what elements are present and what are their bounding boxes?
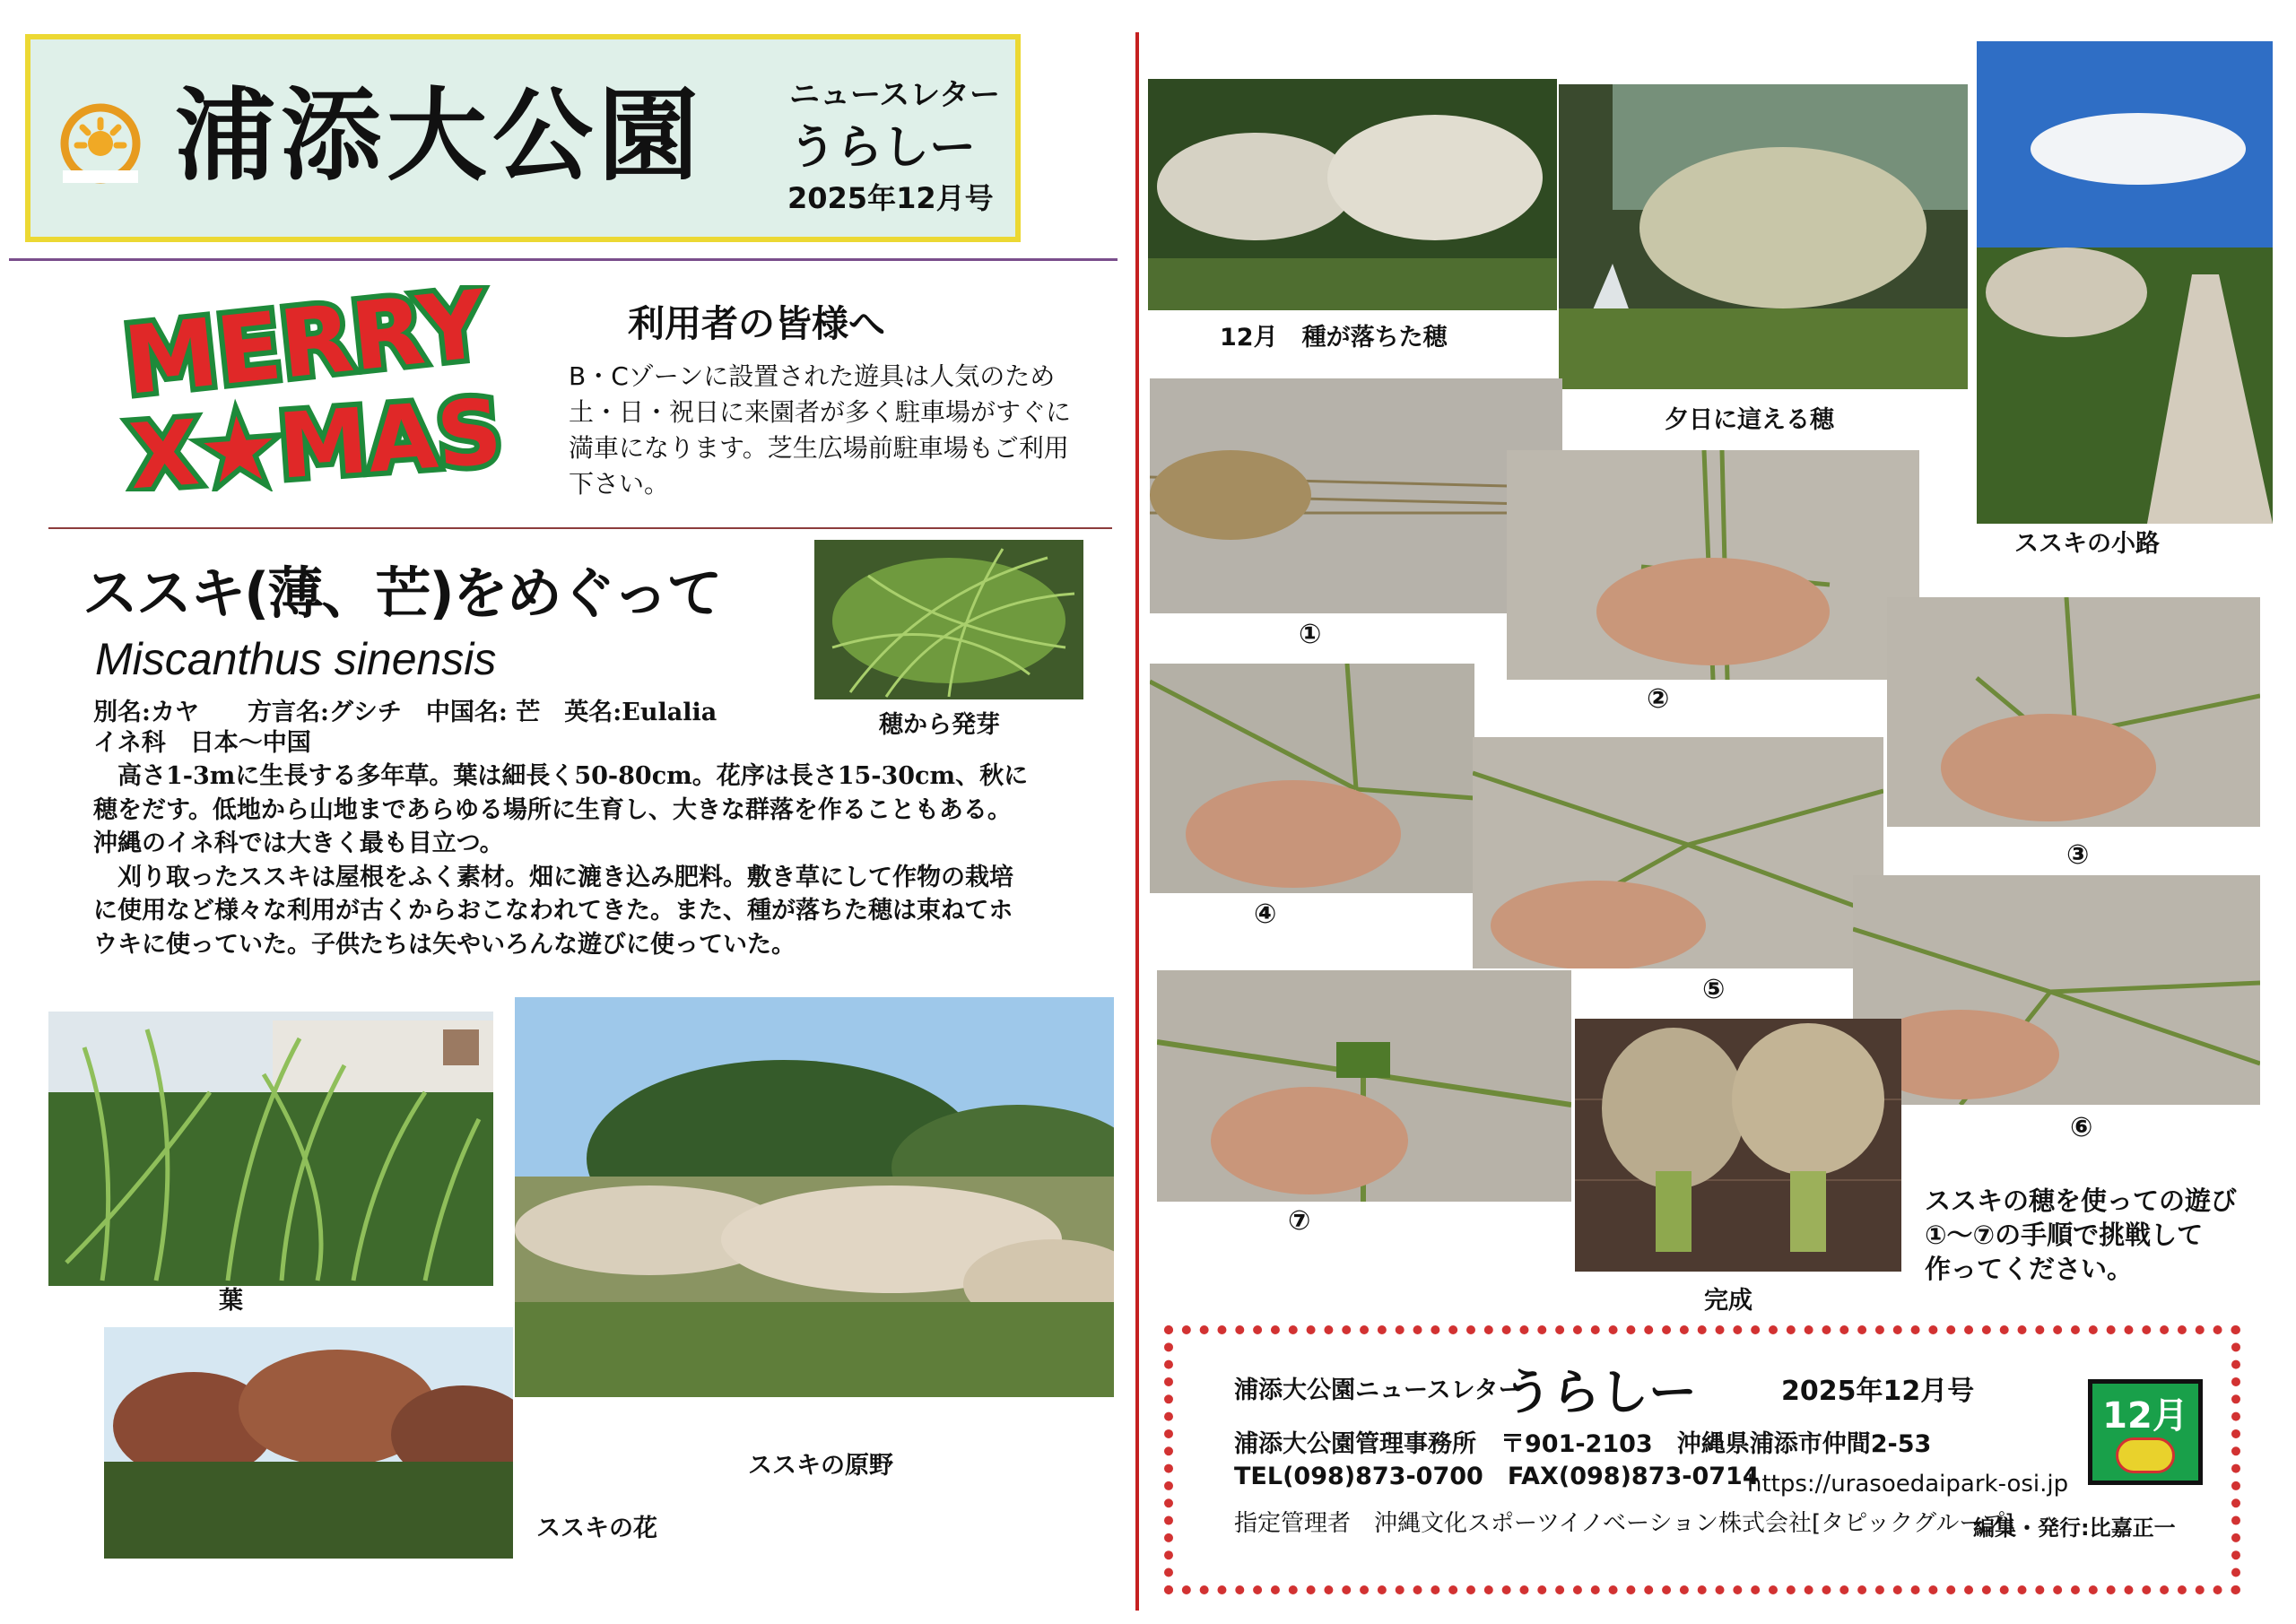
names-line-1: 別名:カヤ 方言名:グシチ 中国名: 芒 英名:Eulalia — [93, 699, 718, 726]
svg-text:MERRY: MERRY — [118, 285, 491, 416]
footer-newsletter-name: 浦添大公園ニュースレター — [1234, 1376, 1523, 1404]
footer-office: 浦添大公園管理事務所 〒901-2103 沖縄県浦添市仲間2-53 — [1234, 1430, 1932, 1458]
step6-photo — [1853, 875, 2260, 1105]
caption-path: ススキの小路 — [2014, 530, 2160, 558]
step7-label: ⑦ — [1288, 1205, 1311, 1237]
page-title: 浦添大公園 — [175, 77, 704, 195]
play-note-line-3: 作ってください。 — [1925, 1254, 2134, 1284]
page-divider — [1135, 32, 1139, 1611]
play-note — [1925, 1184, 2237, 1286]
footer-tel: TEL(098)873-0700 FAX(098)873-0714 — [1234, 1463, 1760, 1490]
footer-editor: 編集・発行:比嘉正一 — [1973, 1515, 2176, 1541]
step5-photo — [1473, 737, 1883, 968]
issue-label: 2025年12月号 — [787, 181, 994, 215]
newsletter-label: ニュースレター — [789, 77, 1000, 113]
badge-flower-icon — [2116, 1437, 2175, 1473]
scientific-name: Miscanthus sinensis — [95, 634, 497, 684]
step3-label: ③ — [2066, 839, 2090, 871]
step1-photo — [1150, 378, 1562, 613]
header-divider — [9, 258, 1118, 261]
notice-body: B・Cゾーンに設置された遊具は人気のため土・日・祝日に来園者が多く駐車場がすぐに満車になります。芝生広場前駐車場もご利用下さい。 — [569, 361, 1072, 499]
step4-photo — [1150, 664, 1474, 893]
footer-ura: うらしー — [1503, 1364, 1697, 1420]
month-badge-label: 12月 — [2102, 1395, 2188, 1437]
article-body — [93, 760, 1035, 961]
footer-url[interactable]: https://urasoedaipark-osi.jp — [1747, 1471, 2069, 1498]
newsletter-name: うらしー — [789, 121, 977, 175]
article-title: ススキ(薄、芒)をめぐって — [83, 560, 721, 626]
step3-photo — [1887, 597, 2260, 827]
december-ear-photo — [1148, 79, 1557, 310]
caption-sprout: 穂から発芽 — [879, 711, 1000, 739]
park-logo-icon — [47, 97, 154, 187]
step1-label: ① — [1299, 619, 1322, 650]
step7-photo — [1157, 970, 1571, 1202]
caption-leaf: 葉 — [219, 1287, 243, 1315]
names-line-2: イネ科 日本～中国 — [93, 729, 311, 757]
play-note-line-2: ①～⑦の手順で挑戦して — [1925, 1220, 2204, 1250]
flower-photo — [104, 1327, 513, 1559]
caption-december-ear: 12月 種が落ちた穂 — [1220, 324, 1448, 352]
merry-xmas-logo — [83, 285, 531, 491]
step4-label: ④ — [1254, 899, 1277, 930]
sunset-ear-photo — [1559, 84, 1968, 389]
footer-manager: 指定管理者 沖縄文化スポーツイノベーション株式会社[タピックグループ] — [1234, 1510, 2014, 1537]
svg-text:X★MAS: X★MAS — [126, 378, 506, 491]
caption-done: 完成 — [1704, 1287, 1752, 1315]
plant-names — [93, 698, 1035, 759]
leaf-photo — [48, 1012, 493, 1286]
step5-label: ⑤ — [1702, 974, 1726, 1005]
caption-field: ススキの原野 — [748, 1452, 893, 1480]
article-para-2: 刈り取ったススキは屋根をふく素材。畑に漉き込み肥料。敷き草にして作物の栽培に使用など様々な利用が古くからおこなわれてきた。また、種が落ちた穂は束ねてホウキに使っていた。子供たちは矢やいろんな遊びに使っていた。 — [93, 863, 1013, 959]
month-badge — [2088, 1379, 2203, 1485]
footer-issue: 2025年12月号 — [1781, 1376, 1975, 1407]
article-para-1: 高さ1-3mに生長する多年草。葉は細長く50-80cm。花序は長さ15-30cm、秋に穂をだす。低地から山地まであらゆる場所に生育し、大きな群落を作ることもある。沖縄のイネ科では大きく最も目立つ。 — [93, 762, 1029, 857]
play-note-line-1: ススキの穂を使っての遊び — [1925, 1185, 2238, 1216]
step6-label: ⑥ — [2070, 1112, 2093, 1143]
sprout-photo — [814, 540, 1083, 699]
finished-photo — [1575, 1019, 1901, 1272]
notice-title: 利用者の皆様へ — [628, 302, 885, 345]
path-photo — [1977, 41, 2273, 524]
section-divider — [48, 527, 1112, 529]
step2-photo — [1507, 450, 1919, 680]
caption-flower: ススキの花 — [536, 1515, 657, 1542]
field-photo — [515, 997, 1114, 1397]
step2-label: ② — [1647, 683, 1670, 715]
caption-sunset: 夕日に這える穂 — [1665, 406, 1834, 434]
